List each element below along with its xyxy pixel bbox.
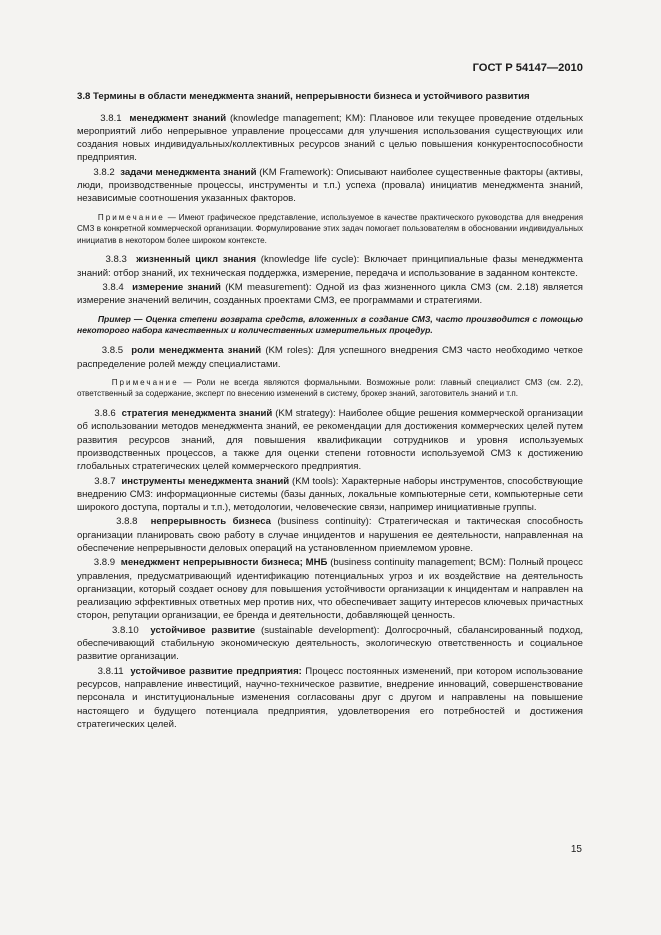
term-number: 3.8.6 <box>94 408 116 420</box>
term-definition: (business continuity management; BCM): Полный процесс управления, предусматривающий идентификацию потенциальных угроз и их воздействие на деятельность организации, который создает основу для повышения устойчивости организации к инцидентам и направлен на реализацию эффективных ответных мер против них, что обеспечивает защиту интересов ключевых причастных сторон, репутации организации, ее бренда и деятельности, добавляющей ценность. <box>77 557 583 622</box>
section-title: 3.8 Термины в области менеджмента знаний, непрерывности бизнеса и устойчивого развития <box>77 91 530 102</box>
term-name: непрерывность бизнеса <box>150 516 272 528</box>
example-text: Пример — Оценка степени возврата средств, вложенных в создание СМЗ, часто производится с помощью некоторого набора качественных и количественных измерительных процедур. <box>77 313 583 336</box>
term-number: 3.8.10 <box>112 624 139 636</box>
term-entry <box>77 665 583 731</box>
term-name: менеджмент непрерывности бизнеса; МНБ <box>120 557 328 569</box>
note-label: Примечание <box>111 377 179 387</box>
document-header: ГОСТ Р 54147—2010 <box>472 62 583 74</box>
term-definition: (knowledge management; KM): Плановое или текущее проведение отдельных мероприятий либо непрерывное управление процессами для улучшения использования существующих или создания новых индивидуальных/коллективных ресурсов знаний с целью повышения конкурентоспособности предприятия. <box>77 112 583 164</box>
document-body <box>77 91 583 732</box>
term-definition: (KM roles): Для успешного внедрения СМЗ часто необходимо четкое распределение ролей между специалистами. <box>77 345 583 370</box>
term-name: устойчивое развитие <box>150 624 256 636</box>
term-name: инструменты менеджмента знаний <box>121 475 290 487</box>
term-definition: Процесс постоянных изменений, при котором использование ресурсов, направление инвестиций, научно-техническое развитие, внедрение инноваций, совершенствование персонала и институциональные изменения согласованы друг с другом и направлены на повышение настоящего и будущего потенциала предприятия, удовлетворения его потребностей и достижения стратегических целей. <box>77 665 583 730</box>
term-entry <box>77 556 583 622</box>
term-number: 3.8.2 <box>93 166 115 178</box>
term-number: 3.8.1 <box>100 112 122 124</box>
term-name: менеджмент знаний <box>129 112 227 124</box>
term-entry <box>77 166 583 206</box>
term-entry <box>77 253 583 280</box>
page-number: 15 <box>570 844 582 855</box>
term-entry <box>77 344 583 371</box>
term-definition: (business continuity): Стратегическая и тактическая способность организации планировать свою работу в случае инцидентов и нарушения ее деятельности, направленная на обеспечение непрерывности деловых операций на установленном приемлемом уровне. <box>77 516 583 554</box>
term-entry <box>77 112 583 165</box>
term-number: 3.8.11 <box>97 665 124 677</box>
note-text: — Роли не всегда являются формальными. Возможные роли: главный специалист СМЗ (см. 2.2), ответственный за содержание, эксперт по внесению изменений в систему, брокер знаний, заготовитель знаний и т.п. <box>77 377 583 399</box>
term-name: задачи менеджмента знаний <box>120 166 257 178</box>
term-entry <box>77 281 583 308</box>
term-entry <box>77 624 583 664</box>
term-definition: (KM measurement): Одной из фаз жизненного цикла СМЗ (см. 2.18) является измерение значений величин, созданных проектами СМЗ, ее программами и стратегиями. <box>77 282 583 307</box>
term-name: роли менеджмента знаний <box>131 345 262 357</box>
term-definition: (knowledge life cycle): Включает принципиальные фазы менеджмента знаний: отбор знаний, их техническая поддержка, измерение, передача и использование в заданном контексте. <box>77 254 583 279</box>
term-name: стратегия менеджмента знаний <box>121 408 273 420</box>
term-number: 3.8.3 <box>105 254 127 266</box>
term-entry <box>77 515 583 555</box>
term-entry <box>77 475 583 515</box>
term-number: 3.8.5 <box>101 345 124 357</box>
term-definition: (KM tools): Характерные наборы инструментов, способствующие внедрению СМЗ: информационные системы (базы данных, локальные компьютерные сети, компьютерные сети широкого доступа, порталы и т.п.), методологии, человеческие связи, например инициативные группы. <box>77 475 583 514</box>
term-number: 3.8.8 <box>116 516 138 528</box>
note <box>77 212 583 247</box>
note-label: Примечание <box>97 212 165 222</box>
example <box>77 314 583 338</box>
term-name: устойчивое развитие предприятия: <box>130 665 302 677</box>
term-name: жизненный цикл знания <box>136 254 257 266</box>
term-definition: (KM Framework): Описывают наиболее существенные факторы (активы, люди, производственные процессы, инструменты и т.п.) успеха (провала) инициатив менеджмента знаний, независимые соотношения указанных факторов. <box>77 166 583 205</box>
note <box>77 377 583 400</box>
term-definition: (KM strategy): Наиболее общие решения коммерческой организации об использовании методов менеджмента знаний, ее рекомендации для достижения коммерческих целей путем развития ресурсов знаний, для повышения квалификации сотрудников и уровня используемых производственных процессов, а также для оценки степени готовности используемой СМЗ к достижению глобальных стратегических целей коммерческого предприятия. <box>77 408 583 473</box>
note-text: — Имеют графическое представление, используемое в качестве практического руководства для внедрения СМЗ в конкретной коммерческой организации. Формулирование этих задач помогает пользователям в обосновании индивидуальных инициатив в некотором более широком контексте. <box>77 212 583 245</box>
term-entry <box>77 407 583 473</box>
term-number: 3.8.4 <box>102 282 124 294</box>
term-name: измерение знаний <box>132 282 221 294</box>
term-number: 3.8.7 <box>94 475 116 487</box>
term-definition: (sustainable development): Долгосрочный, сбалансированный подход, обеспечивающий стабильную экономическую деятельность, экологическую ответственность и социальное развитие организации. <box>77 624 583 663</box>
term-number: 3.8.9 <box>93 557 116 569</box>
